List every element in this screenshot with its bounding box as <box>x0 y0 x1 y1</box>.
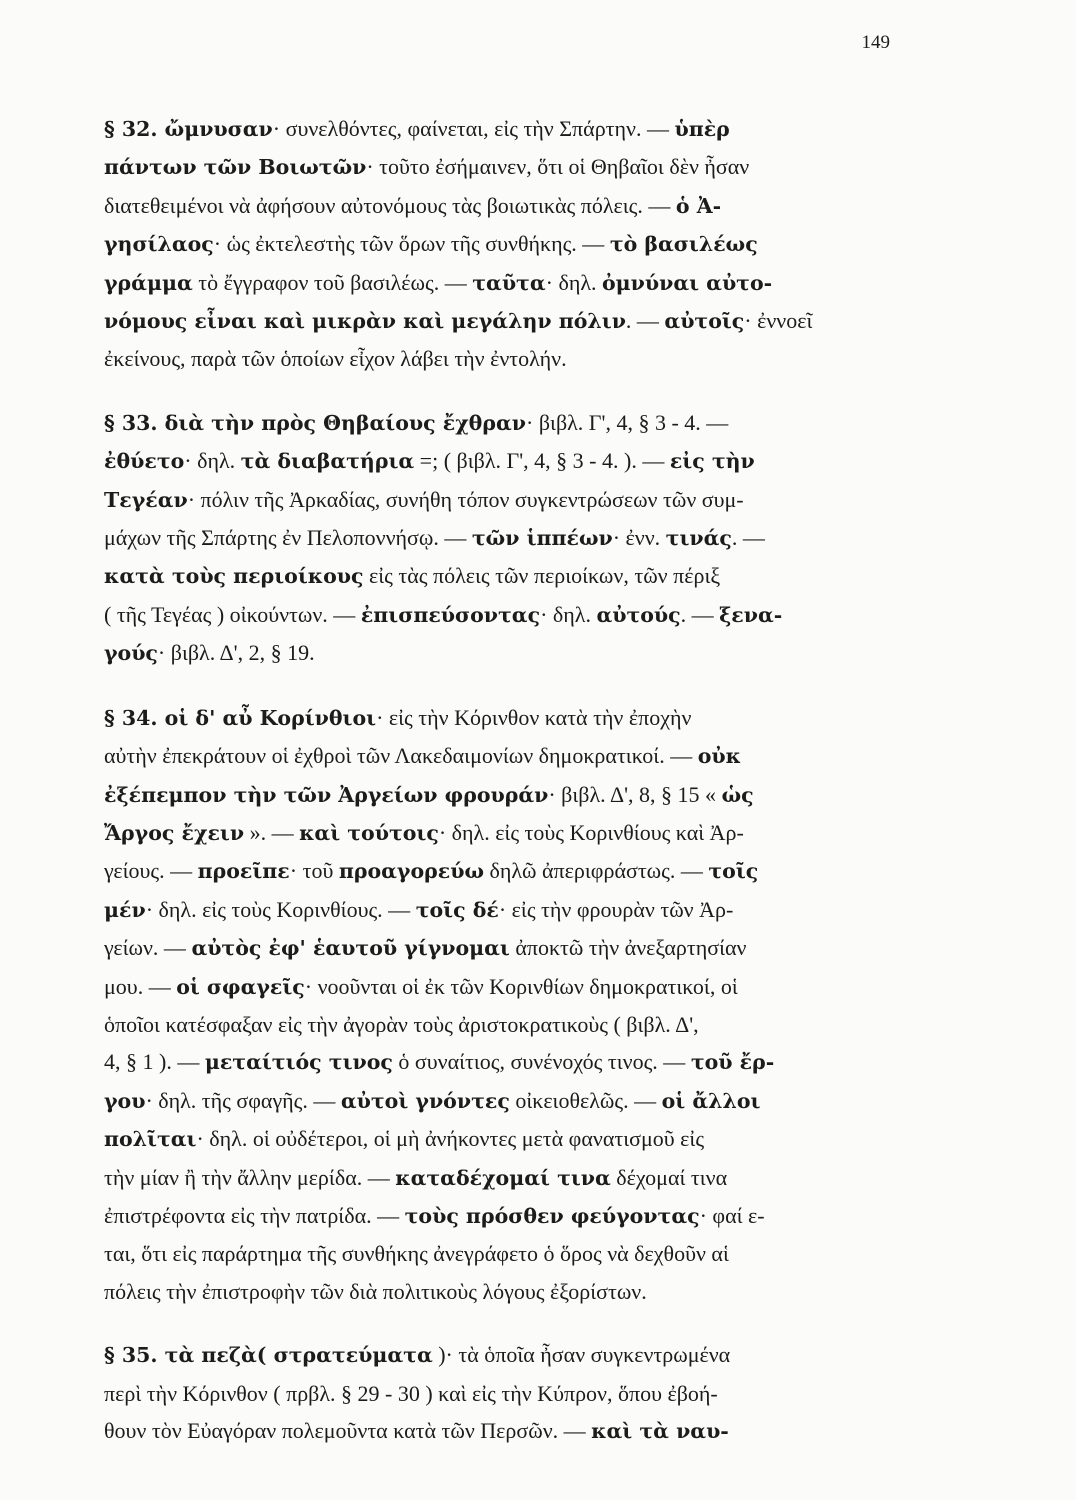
lemma-bold: γου <box>104 1088 146 1113</box>
page-number: 149 <box>861 32 890 53</box>
lemma-bold: αὐτοὶ γνόντες <box>340 1088 510 1113</box>
text-line <box>104 1082 894 1120</box>
gloss-text: εἰς τὰς πόλεις τῶν περιοίκων, τῶν πέριξ <box>363 563 721 589</box>
text-line <box>104 1412 894 1450</box>
text-line <box>104 404 894 442</box>
gloss-text: · ἐννοεῖ <box>744 308 813 334</box>
lemma-bold: μεταίτιός τινος <box>204 1050 393 1075</box>
lemma-bold: ξενα- <box>719 602 783 627</box>
lemma-bold: ὁ Ἀ- <box>675 193 722 218</box>
gloss-text: · δηλ. τῆς σφαγῆς. — <box>145 1087 341 1113</box>
lemma-bold: ἐθύετο <box>104 449 185 474</box>
lemma-bold: ὑπὲρ <box>674 117 730 141</box>
text-line <box>104 634 894 672</box>
text-line <box>104 1159 894 1197</box>
lemma-bold: ἐξέπεμπον τὴν τῶν Ἀργείων φρουράν <box>104 782 549 807</box>
lemma-bold: γράμμα <box>104 270 193 295</box>
gloss-text: θουν τὸν Εὐαγόραν πολεμοῦντα κατὰ τῶν Περσῶν. — <box>104 1418 592 1443</box>
gloss-text: ἀποκτῶ τὴν ἀνεξαρτησίαν <box>509 935 747 961</box>
text-line <box>104 596 894 634</box>
gloss-text: ( τῆς Τεγέας ) οἰκούντων. — <box>104 601 361 627</box>
gloss-text: πόλεις τὴν ἐπιστροφὴν τῶν διὰ πολιτικοὺς λόγους ἐξορίστων. <box>104 1278 647 1304</box>
lemma-bold: αὐτούς <box>596 602 681 627</box>
text-line <box>104 1120 894 1158</box>
lemma-bold: αὐτοῖς <box>664 309 745 334</box>
gloss-text: ἐπιστρέφοντα εἰς τὴν πατρίδα. — <box>104 1202 405 1228</box>
lemma-bold: τοὺς πρόσθεν φεύγοντας <box>404 1203 700 1228</box>
gloss-text: · ἐνν. <box>612 525 666 551</box>
gloss-text: · δηλ. <box>184 448 241 474</box>
text-line <box>104 110 894 148</box>
gloss-text: · τοῦτο ἐσήμαινεν, ὅτι οἱ Θηβαῖοι δὲν ἦσαν <box>366 154 750 180</box>
text-line <box>104 1375 894 1412</box>
gloss-text: · πόλιν τῆς Ἀρκαδίας, συνήθη τόπον συγκεντρώσεων τῶν συμ- <box>187 486 744 512</box>
lemma-bold: γησίλαος <box>104 232 214 257</box>
lemma-bold: § 32. <box>104 117 165 141</box>
lemma-bold: αὐτὸς ἐφ' ἑαυτοῦ γίγνομαι <box>191 936 510 961</box>
gloss-text: δέχομαί τινα <box>610 1164 728 1190</box>
lemma-bold: γούς <box>104 641 158 666</box>
text-line <box>104 929 894 967</box>
lemma-bold: τὸ βασιλέως <box>609 232 758 257</box>
gloss-text: · τοῦ <box>289 858 339 884</box>
gloss-text: · δηλ. εἰς τοὺς Κορινθίους καὶ Ἀρ- <box>438 819 744 845</box>
lemma-bold: ὡς <box>721 782 754 807</box>
lemma-bold: τινάς <box>665 526 732 551</box>
gloss-text: )· τὰ ὁποῖα ἦσαν συγκεντρωμένα <box>432 1342 731 1368</box>
text-line <box>104 1235 894 1272</box>
gloss-text: οἰκειοθελῶς. — <box>509 1087 662 1113</box>
text-line <box>104 852 894 890</box>
text-line <box>104 225 894 263</box>
lemma-bold: τοῦ ἔρ- <box>690 1050 775 1075</box>
text-line <box>104 1336 894 1374</box>
gloss-text: . — <box>731 525 765 551</box>
text-line <box>104 1273 894 1310</box>
lemma-bold: § 35. τὰ πεζὰ( στρατεύματα <box>104 1343 433 1368</box>
lemma-bold: νόμους εἶναι καὶ μικρὰν καὶ μεγάλην πόλιν <box>104 309 626 334</box>
gloss-text: · βιβλ. Δ', 8, § 15 « <box>548 781 722 807</box>
lemma-bold: οἱ σφαγεῖς <box>176 974 305 999</box>
lemma-bold: ὀμνύναι αὐτο- <box>602 270 773 295</box>
gloss-text: · εἰς τὴν Κόρινθον κατὰ τὴν ἐποχὴν <box>376 704 692 730</box>
gloss-text: ται, ὅτι εἰς παράρτημα τῆς συνθήκης ἀνεγράφετο ὁ ὅρος νὰ δεχθοῦν αἱ <box>104 1241 729 1267</box>
gloss-text: =; ( βιβλ. Γ', 4, § 3 - 4. ). — <box>414 448 670 474</box>
gloss-text: · δηλ. οἱ οὐδέτεροι, οἱ μὴ ἀνήκοντες μετὰ φανατισμοῦ εἰς <box>196 1126 705 1152</box>
commentary-paragraph <box>104 110 894 378</box>
lemma-bold: καὶ τούτοις <box>299 820 439 845</box>
gloss-text: αὐτὴν ἐπεκράτουν οἱ ἐχθροὶ τῶν Λακεδαιμονίων δημοκρατικοί. — <box>104 743 698 769</box>
gloss-text: 4, § 1 ). — <box>104 1049 205 1075</box>
gloss-text: περὶ τὴν Κόρινθον ( πρβλ. § 29 - 30 ) καὶ εἰς τὴν Κύπρον, ὅπου ἐβοή- <box>104 1380 718 1406</box>
text-line <box>104 1006 894 1043</box>
text-line <box>104 519 894 557</box>
text-line <box>104 891 894 929</box>
gloss-text: τὸ ἔγγραφον τοῦ βασιλέως. — <box>192 269 473 295</box>
lemma-bold: ταῦτα <box>472 270 546 295</box>
gloss-text: γείους. — <box>104 858 198 884</box>
commentary-paragraph <box>104 1336 894 1450</box>
lemma-bold: τοῖς δέ <box>415 897 499 922</box>
gloss-text: · ὡς ἐκτελεστὴς τῶν ὅρων τῆς συνθήκης. — <box>213 231 610 257</box>
gloss-text: · δηλ. εἰς τοὺς Κορινθίους. — <box>145 896 416 922</box>
lemma-bold: καὶ τὰ ναυ- <box>591 1419 729 1443</box>
text-line <box>104 968 894 1006</box>
gloss-text: · βιβλ. Γ', 4, § 3 - 4. — <box>526 409 729 435</box>
gloss-text: · συνελθόντες, φαίνεται, εἰς τὴν Σπάρτην. — <box>272 116 675 141</box>
gloss-text: μάχων τῆς Σπάρτης ἐν Πελοποννήσῳ. — <box>104 525 472 551</box>
lemma-bold: ἐπισπεύσοντας <box>360 602 541 627</box>
text-line <box>104 187 894 225</box>
text-line <box>104 148 894 186</box>
gloss-text: · φαί ε- <box>699 1202 765 1228</box>
lemma-bold: Ἄργος ἔχειν <box>104 820 245 845</box>
text-line <box>104 814 894 852</box>
gloss-text: · νοοῦνται οἱ ἐκ τῶν Κορινθίων δημοκρατικοί, οἱ <box>304 973 738 999</box>
gloss-text: ὁποῖοι κατέσφαξαν εἰς τὴν ἀγορὰν τοὺς ἀριστοκρατικοὺς ( βιβλ. Δ', <box>104 1011 699 1037</box>
lemma-bold: τῶν ἱππέων <box>471 526 613 551</box>
lemma-bold: § 34. οἱ δ' αὖ Κορίνθιοι <box>104 705 377 730</box>
gloss-text: · δηλ. <box>540 601 597 627</box>
text-line <box>104 481 894 519</box>
gloss-text: τὴν μίαν ἢ τὴν ἄλλην μερίδα. — <box>104 1164 396 1190</box>
gloss-text: . — <box>680 601 720 627</box>
lemma-bold: τὰ διαβατήρια <box>240 449 415 474</box>
lemma-bold: πάντων τῶν Βοιωτῶν <box>104 155 367 180</box>
lemma-bold: κατὰ τοὺς περιοίκους <box>104 564 364 589</box>
lemma-bold: εἰς τὴν <box>669 449 755 474</box>
lemma-bold: πολῖται <box>104 1127 197 1152</box>
lemma-bold: § 33. διὰ τὴν πρὸς Θηβαίους ἔχθραν <box>104 410 526 435</box>
gloss-text: ἐκείνους, παρὰ τῶν ὁποίων εἶχον λάβει τὴν ἐντολήν. <box>104 346 567 372</box>
text-line <box>104 340 894 377</box>
gloss-text: · εἰς τὴν φρουρὰν τῶν Ἀρ- <box>498 896 734 922</box>
gloss-text: γείων. — <box>104 935 192 961</box>
lemma-bold: μέν <box>104 897 146 922</box>
lemma-bold: τοῖς <box>708 859 759 884</box>
commentary-paragraph <box>104 699 894 1311</box>
lemma-bold: καταδέχομαί τινα <box>395 1165 611 1190</box>
gloss-text: . — <box>625 308 665 334</box>
text-line <box>104 737 894 775</box>
text-line <box>104 699 894 737</box>
text-line <box>104 442 894 480</box>
lemma-bold: προεῖπε <box>197 859 290 884</box>
gloss-text: μου. — <box>104 973 177 999</box>
lemma-bold: οἱ ἄλλοι <box>661 1088 761 1113</box>
commentary-paragraph <box>104 404 894 673</box>
text-line <box>104 264 894 302</box>
text-line <box>104 1043 894 1081</box>
text-line <box>104 776 894 814</box>
lemma-bold: οὐκ <box>697 744 741 769</box>
gloss-text: ». — <box>244 819 300 845</box>
lemma-bold: Τεγέαν <box>104 487 188 512</box>
gloss-text: ὁ συναίτιος, συνένοχός τινος. — <box>392 1049 691 1075</box>
text-line <box>104 557 894 595</box>
lemma-bold: προαγορεύω <box>338 859 484 884</box>
gloss-text: δηλῶ ἀπεριφράστως. — <box>483 858 709 884</box>
gloss-text: · δηλ. <box>545 269 602 295</box>
gloss-text: · βιβλ. Δ', 2, § 19. <box>157 640 315 666</box>
lemma-bold: ὤμνυσαν <box>164 117 273 141</box>
text-line <box>104 302 894 340</box>
text-line <box>104 1197 894 1235</box>
commentary-text <box>104 110 894 1476</box>
gloss-text: διατεθειμένοι νὰ ἀφήσουν αὐτονόμους τὰς βοιωτικὰς πόλεις. — <box>104 192 676 218</box>
